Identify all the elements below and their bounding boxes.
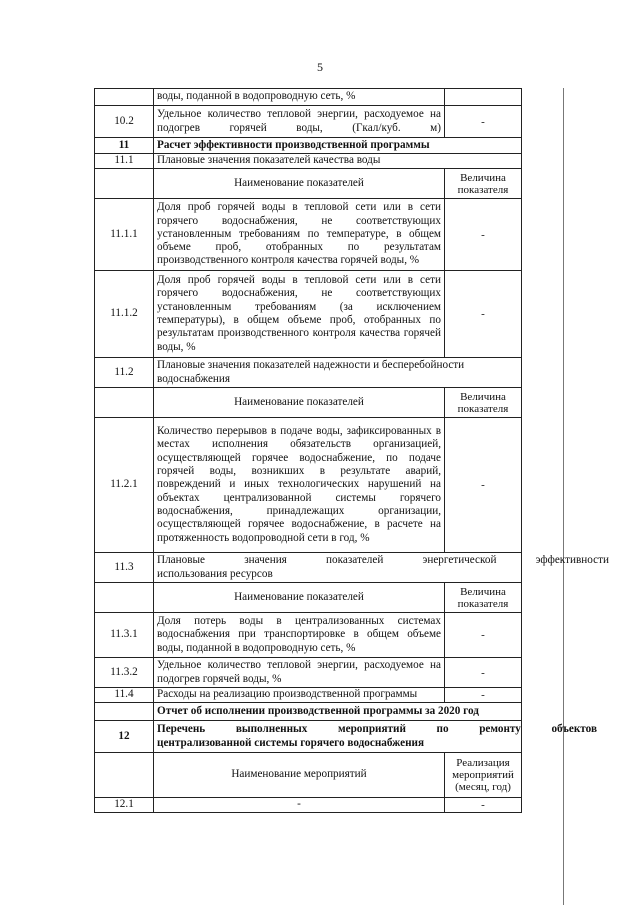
margin-line bbox=[563, 88, 564, 905]
row-text: - bbox=[154, 798, 445, 813]
row-text: воды, поданной в водопроводную сеть, % bbox=[154, 89, 445, 106]
row-value: - bbox=[445, 688, 522, 703]
word: эффективности bbox=[535, 554, 609, 567]
row-value: - bbox=[445, 658, 522, 688]
section-title-line2: централизованной системы горячего водоснабжения bbox=[157, 736, 425, 749]
row-text: Расходы на реализацию производственной программы bbox=[154, 688, 445, 703]
indicators-table bbox=[94, 88, 609, 813]
header-name: Наименование мероприятий bbox=[154, 753, 445, 798]
row-number: 11 bbox=[95, 138, 154, 154]
word: показателей bbox=[326, 554, 384, 567]
row-number: 11.1.1 bbox=[95, 199, 154, 271]
word: Перечень bbox=[157, 723, 206, 736]
row-text: Плановые значения показателей надежности и бесперебойности водоснабжения bbox=[154, 358, 522, 388]
page-number: 5 bbox=[317, 60, 323, 74]
row-value: - bbox=[445, 418, 522, 553]
word: мероприятий bbox=[337, 723, 406, 736]
spread-line bbox=[157, 554, 609, 567]
row-value: - bbox=[445, 199, 522, 271]
row-text: Доля проб горячей воды в тепловой сети или в сети горячего водоснабжения, не соответствующих установленным требованиям (за исключением температуры), в общем объеме проб, отобранных по результатам производственного контроля качества горячей воды, % bbox=[154, 271, 445, 358]
header-name: Наименование показателей bbox=[154, 169, 445, 199]
row-number: 11.2.1 bbox=[95, 418, 154, 553]
header-row bbox=[95, 753, 522, 798]
section-row bbox=[95, 138, 522, 154]
row-value: - bbox=[445, 271, 522, 358]
row-text: Количество перерывов в подаче воды, зафиксированных в местах исполнения обязательств организацией, осуществляющей горячее водоснабжение, по подаче горячей воды, возникших в результате аварий, повреждений и иных технологических нарушений на объектах централизованной системы горячего водоснабжения, принадлежащих организации, осуществляющей горячее водоснабжение, в расчете на протяженность водопроводной сети в год, % bbox=[154, 418, 445, 553]
row-number: 11.4 bbox=[95, 688, 154, 703]
header-value: Величина показателя bbox=[445, 583, 522, 613]
row-text: Доля потерь воды в централизованных системах водоснабжения при транспортировке в общем объеме воды, поданной в водопроводную сеть, % bbox=[154, 613, 445, 658]
header-value: Величина показателя bbox=[445, 169, 522, 199]
row-value: - bbox=[445, 106, 522, 138]
row-text bbox=[154, 553, 609, 583]
table-row bbox=[95, 418, 522, 553]
header-value: Реализация мероприятий (месяц, год) bbox=[445, 753, 522, 798]
header-value: Величина показателя bbox=[445, 388, 522, 418]
row-value: - bbox=[445, 613, 522, 658]
row-value: - bbox=[445, 798, 522, 813]
row-number: 10.2 bbox=[95, 106, 154, 138]
row-number: 11.1 bbox=[95, 154, 154, 169]
table-row bbox=[95, 106, 522, 138]
row-number: 11.3 bbox=[95, 553, 154, 583]
table-row bbox=[95, 553, 522, 583]
section-row bbox=[95, 703, 522, 721]
section-title: Расчет эффективности производственной программы bbox=[154, 138, 522, 154]
word: объектов bbox=[551, 723, 597, 736]
table-row bbox=[95, 89, 522, 106]
table-row bbox=[95, 271, 522, 358]
header-name: Наименование показателей bbox=[154, 388, 445, 418]
word: выполненных bbox=[235, 723, 308, 736]
header-row bbox=[95, 388, 522, 418]
row-number: 11.2 bbox=[95, 358, 154, 388]
row-number: 12 bbox=[95, 721, 154, 753]
row-text: Удельное количество тепловой энергии, расходуемое на подогрев горячей воды, (Гкал/куб. м) bbox=[154, 106, 445, 138]
row-text: Доля проб горячей воды в тепловой сети или в сети горячего водоснабжения, не соответствующих установленным требованиям по температуре, в общем объеме проб, отобранных по результатам производственного контроля качества горячей воды, % bbox=[154, 199, 445, 271]
table-row bbox=[95, 154, 522, 169]
table-row bbox=[95, 199, 522, 271]
header-row bbox=[95, 169, 522, 199]
row-text: Плановые значения показателей качества воды bbox=[154, 154, 522, 169]
table-row bbox=[95, 613, 522, 658]
header-name: Наименование показателей bbox=[154, 583, 445, 613]
section-row bbox=[95, 721, 522, 753]
section-title bbox=[154, 721, 597, 753]
table-row bbox=[95, 358, 522, 388]
table-row bbox=[95, 798, 522, 813]
row-number: 12.1 bbox=[95, 798, 154, 813]
word: энергетической bbox=[422, 554, 497, 567]
table-row bbox=[95, 688, 522, 703]
spread-line bbox=[157, 723, 597, 736]
row-text: Удельное количество тепловой энергии, расходуемое на подогрев горячей воды, % bbox=[154, 658, 445, 688]
word: Плановые bbox=[157, 554, 205, 567]
row-number: 11.3.1 bbox=[95, 613, 154, 658]
header-row bbox=[95, 583, 522, 613]
table-row bbox=[95, 658, 522, 688]
row-number: 11.1.2 bbox=[95, 271, 154, 358]
report-title: Отчет об исполнении производственной программы за 2020 год bbox=[154, 703, 522, 721]
row-number: 11.3.2 bbox=[95, 658, 154, 688]
word: по bbox=[436, 723, 449, 736]
word: значения bbox=[244, 554, 287, 567]
row-text-line2: использования ресурсов bbox=[157, 567, 273, 580]
word: ремонту bbox=[479, 723, 521, 736]
